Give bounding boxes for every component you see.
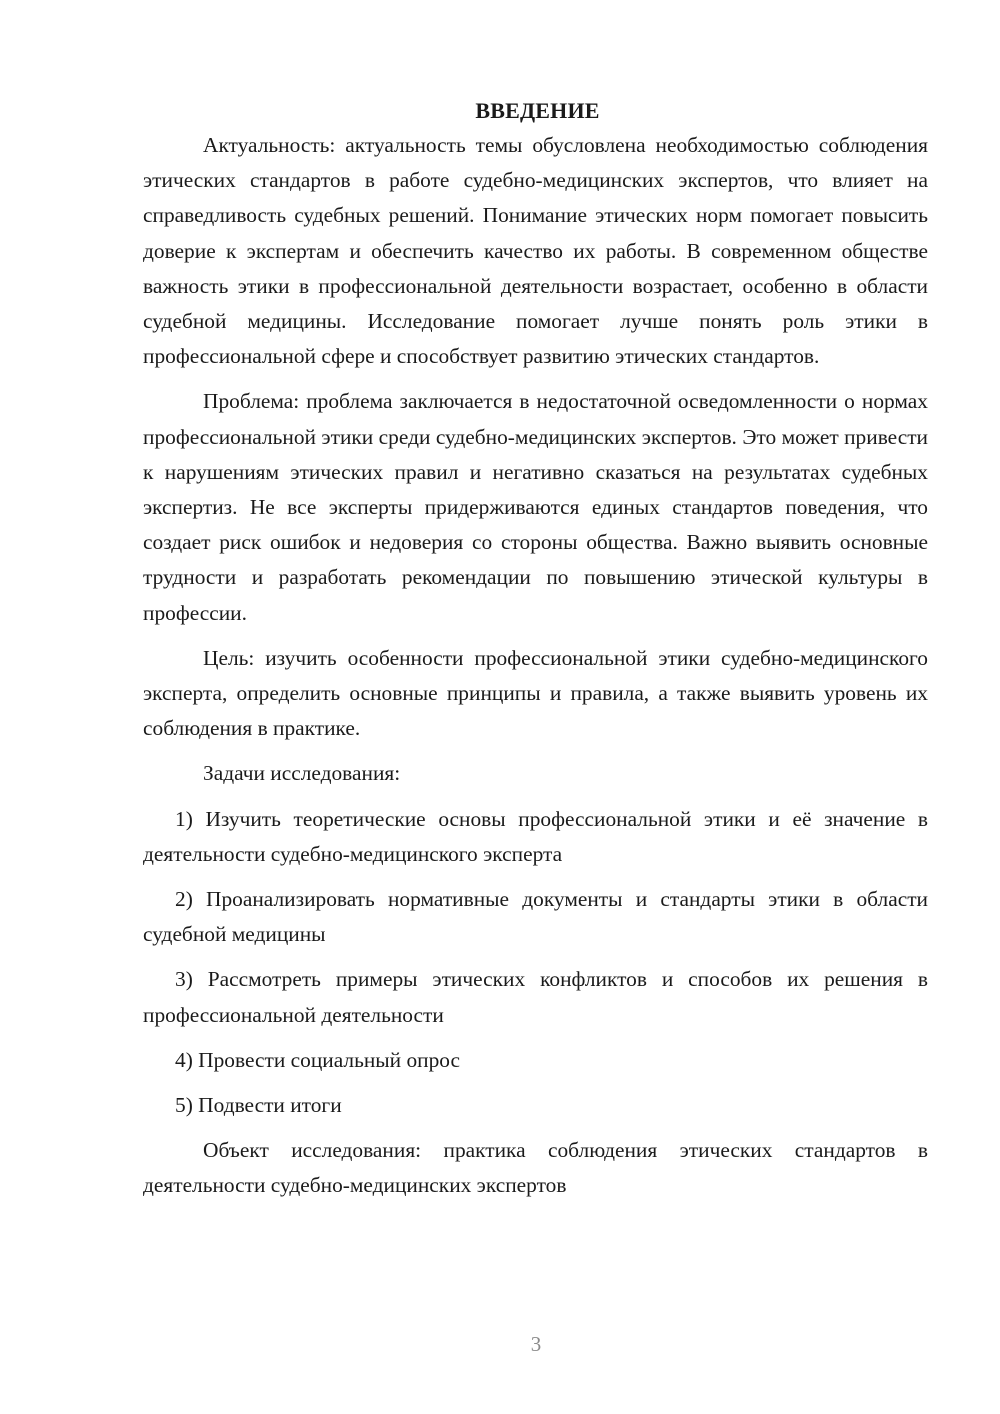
goal-paragraph: Цель: изучить особенности профессиональной этики судебно-медицинского эксперта, определить основные принципы и правила, а также выявить уровень их соблюдения в практике. <box>143 645 928 741</box>
paragraph-gap <box>143 746 928 756</box>
paragraph-gap <box>143 1033 928 1043</box>
paragraph-gap <box>143 374 928 384</box>
tasks-title: Задачи исследования: <box>203 761 401 786</box>
task-item-4: 4) Провести социальный опрос <box>175 1047 461 1072</box>
relevance-paragraph: Актуальность: актуальность темы обусловлена необходимостью соблюдения этических стандартов в работе судебно-медицинских экспертов, что влияет на справедливость судебных решений. Понимание этических норм помогает повысить доверие к экспертам и обеспечить качество их работы. В современном обществе важность этики в профессиональной деятельности возрастает, особенно в области судебной медицины. Исследование помогает лучше понять роль этики в профессиональной сфере и способствует развитию этических стандартов. <box>143 133 928 369</box>
task-item-5: 5) Подвести итоги <box>175 1093 342 1118</box>
task-item-2: 2) Проанализировать нормативные документы и стандарты этики в области судебной медицины <box>143 887 928 947</box>
object-paragraph: Объект исследования: практика соблюдения этических стандартов в деятельности судебно-медицинских экспертов <box>143 1138 928 1198</box>
paragraph-gap <box>143 792 928 802</box>
section-heading: ВВЕДЕНИЕ <box>475 98 600 123</box>
paragraph-gap <box>143 872 928 882</box>
problem-paragraph: Проблема: проблема заключается в недостаточной осведомленности о нормах профессиональной этики среди судебно-медицинских экспертов. Это может привести к нарушениям этических правил и негативно сказаться на результатах судебных экспертиз. Не все эксперты придерживаются единых стандартов поведения, что создает риск ошибок и недоверия со стороны общества. Важно выявить основные трудности и разработать рекомендации по повышению этической культуры в профессии. <box>143 389 928 625</box>
document-page <box>143 93 928 1204</box>
paragraph-gap <box>143 1078 928 1088</box>
page-number: 3 <box>530 1332 542 1356</box>
paragraph-gap <box>143 952 928 962</box>
task-item-3: 3) Рассмотреть примеры этических конфликтов и способов их решения в профессиональной деятельности <box>143 967 928 1027</box>
paragraph-gap <box>143 1123 928 1133</box>
paragraph-gap <box>143 631 928 641</box>
task-item-1: 1) Изучить теоретические основы профессиональной этики и её значение в деятельности судебно-медицинского эксперта <box>143 806 928 866</box>
